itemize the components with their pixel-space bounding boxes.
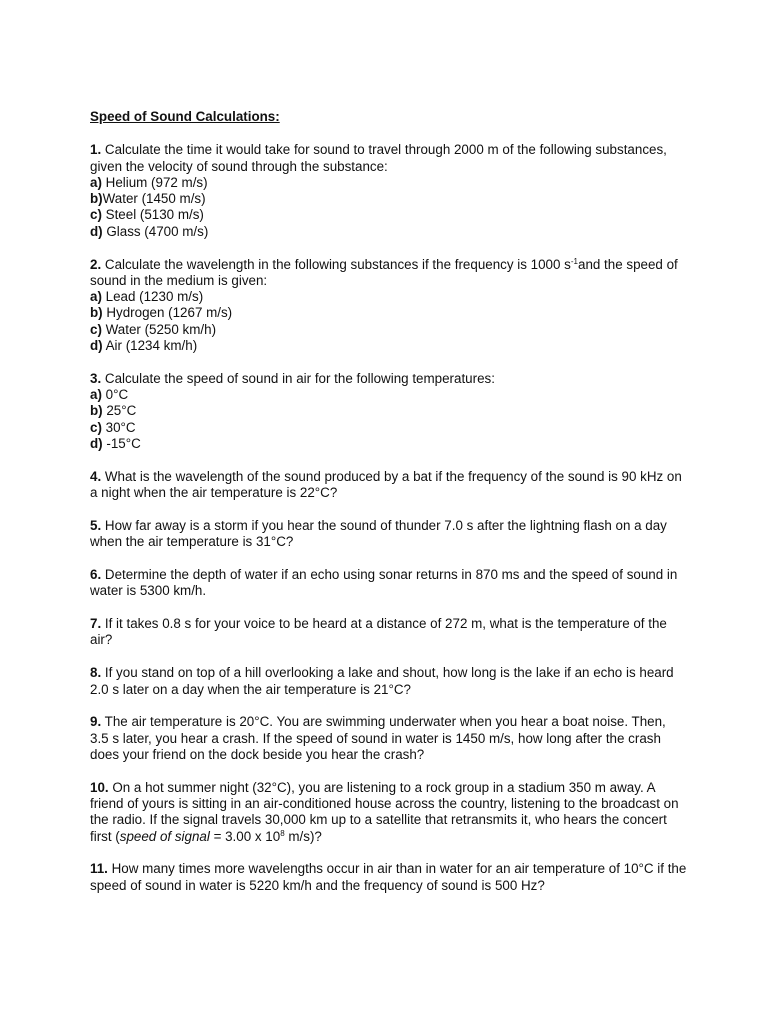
option-c: c) Steel (5130 m/s) bbox=[90, 207, 204, 223]
question-number: 2. bbox=[90, 256, 102, 272]
option-d: d) Glass (4700 m/s) bbox=[90, 223, 209, 239]
question-number: 9. bbox=[90, 714, 102, 730]
question-number: 4. bbox=[90, 468, 102, 484]
option-a: a) Helium (972 m/s) bbox=[90, 174, 208, 190]
question-3 bbox=[90, 371, 688, 452]
question-number: 8. bbox=[90, 665, 102, 681]
option-d: d) Air (1234 km/h) bbox=[90, 338, 198, 354]
question-number: 1. bbox=[90, 142, 102, 158]
italic-term: speed of signal bbox=[119, 828, 210, 844]
page-title: Speed of Sound Calculations: bbox=[90, 109, 280, 124]
question-text: The air temperature is 20°C. You are swimming underwater when you hear a boat noise. Then, 3.5 s later, you hear a crash. If the speed of sound in water is 1450 m/s, how long after the crash does your friend on the dock beside you hear the crash? bbox=[90, 714, 666, 762]
option-b: b)Water (1450 m/s) bbox=[90, 191, 206, 207]
question-number: 3. bbox=[90, 370, 102, 386]
question-text: If it takes 0.8 s for your voice to be heard at a distance of 272 m, what is the temperature of the air? bbox=[90, 616, 667, 648]
superscript: 8 bbox=[280, 828, 285, 838]
superscript: -1 bbox=[570, 256, 578, 266]
question-text: Calculate the speed of sound in air for the following temperatures: bbox=[101, 370, 495, 386]
question-4 bbox=[90, 469, 688, 502]
question-11 bbox=[90, 861, 688, 894]
question-text-end: m/s)? bbox=[284, 828, 322, 844]
question-text-cont: and the speed of sound in the medium is given: bbox=[90, 256, 678, 288]
option-d: d) -15°C bbox=[90, 436, 141, 452]
option-a: a) 0°C bbox=[90, 387, 129, 403]
option-c: c) 30°C bbox=[90, 419, 136, 435]
question-text: Determine the depth of water if an echo using sonar returns in 870 ms and the speed of sound in water is 5300 km/h. bbox=[90, 567, 678, 599]
option-c: c) Water (5250 km/h) bbox=[90, 321, 217, 337]
question-9 bbox=[90, 714, 688, 763]
question-text-cont: = 3.00 x 10 bbox=[209, 828, 281, 844]
worksheet bbox=[90, 109, 688, 910]
question-text: On a hot summer night (32°C), you are listening to a rock group in a stadium 350 m away. A friend of yours is sitting in an air-conditioned house across the country, listening to the broadcast on the radio. If the signal travels 30,000 km up to a satellite that retransmits it, who hears the concert first ( bbox=[90, 779, 679, 844]
question-number: 11. bbox=[90, 861, 108, 877]
question-6 bbox=[90, 567, 688, 600]
question-text: If you stand on top of a hill overlooking a lake and shout, how long is the lake if an echo is heard 2.0 s later on a day when the air temperature is 21°C? bbox=[90, 665, 674, 697]
question-text: Calculate the wavelength in the following substances if the frequency is 1000 s bbox=[101, 256, 571, 272]
question-2 bbox=[90, 257, 688, 355]
question-number: 7. bbox=[90, 616, 102, 632]
question-text: How far away is a storm if you hear the sound of thunder 7.0 s after the lightning flash on a day when the air temperature is 31°C? bbox=[90, 517, 667, 550]
question-10 bbox=[90, 780, 688, 845]
option-a: a) Lead (1230 m/s) bbox=[90, 289, 204, 305]
question-text: How many times more wavelengths occur in air than in water for an air temperature of 10°C if the speed of sound in water is 5220 km/h and the frequency of sound is 500 Hz? bbox=[90, 861, 687, 893]
question-5 bbox=[90, 518, 688, 551]
question-number: 6. bbox=[90, 567, 102, 583]
question-8 bbox=[90, 665, 688, 698]
option-b: b) Hydrogen (1267 m/s) bbox=[90, 305, 233, 321]
question-7 bbox=[90, 616, 688, 649]
question-text: Calculate the time it would take for sound to travel through 2000 m of the following substances, given the velocity of sound through the substance: bbox=[90, 142, 667, 174]
question-text: What is the wavelength of the sound produced by a bat if the frequency of the sound is 90 kHz on a night when the air temperature is 22°C? bbox=[90, 468, 682, 501]
question-1 bbox=[90, 142, 688, 240]
question-number: 10. bbox=[90, 779, 109, 795]
question-number: 5. bbox=[90, 517, 102, 533]
option-b: b) 25°C bbox=[90, 403, 137, 419]
